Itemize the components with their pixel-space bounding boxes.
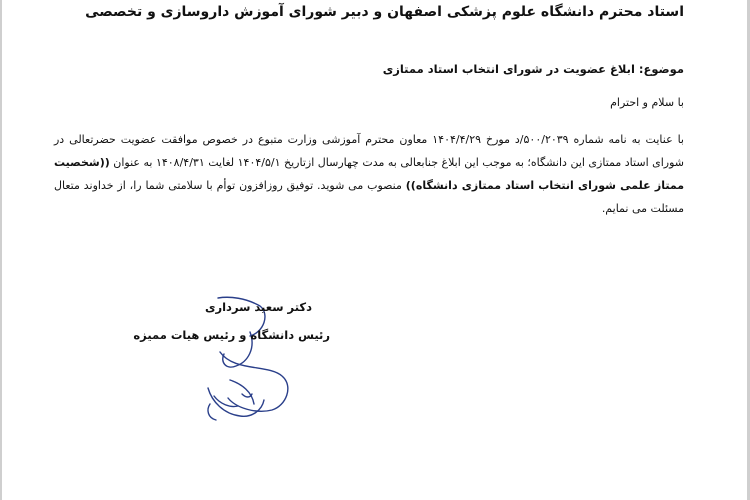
signer-title: رئیس دانشگاه و رئیس هیات ممیزه: [133, 328, 330, 342]
page-border-left: [0, 0, 2, 500]
signer-name: دکتر سعید سرداری: [204, 300, 312, 314]
letter-body-emphasis: ((شخصیت ممتاز علمی شورای انتخاب استاد ممتازی دانشگاه)): [54, 156, 684, 192]
letter-greeting: با سلام و احترام: [610, 96, 684, 109]
letter-body: [54, 128, 684, 220]
letter-subject: موضوع: ابلاغ عضویت در شورای انتخاب استاد ممتازی: [382, 62, 684, 76]
recipient-heading: استاد محترم دانشگاه علوم پزشکی اصفهان و دبیر شورای آموزش داروسازی و تخصصی: [85, 4, 684, 20]
letter-body-part2: منصوب می شوید. توفیق روزافزون توأم با سلامتی شما را، از خداوند متعال مسئلت می نمایم.: [54, 179, 684, 215]
letter-body-part1: با عنایت به نامه شماره ۵۰۰/۲۰۳۹/د مورخ ۱۴۰۴/۴/۲۹ معاون محترم آموزشی وزارت متبوع در خصوص موافقت عضویت حضرتعالی در شورای استاد ممتازی این دانشگاه؛ به موجب این ابلاغ جنابعالی به مدت چهارسال ازتاریخ ۱۴۰۴/۵/۱ لغایت ۱۴۰۸/۴/۳۱ به عنوان: [54, 133, 685, 169]
